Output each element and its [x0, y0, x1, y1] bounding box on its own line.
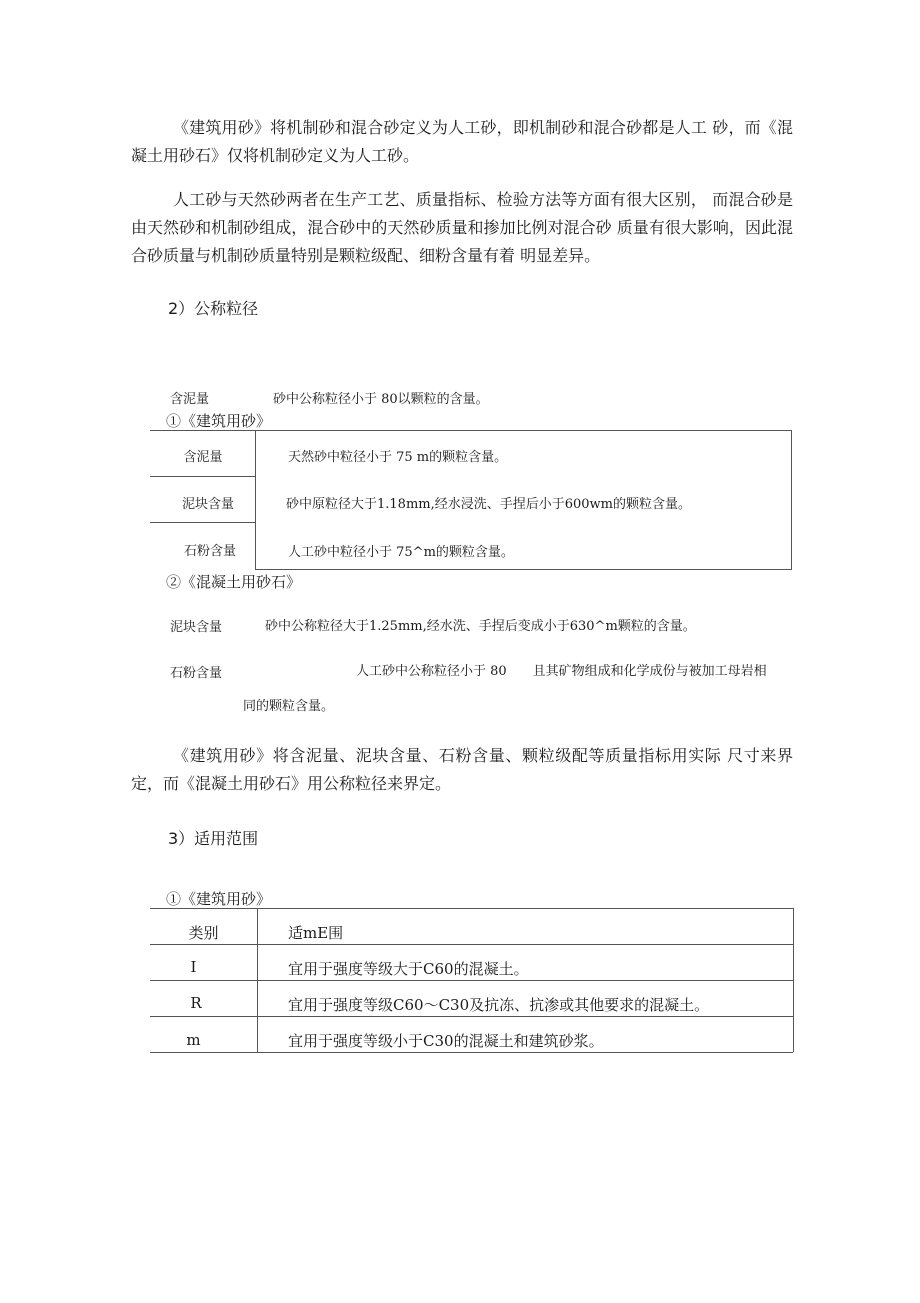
paragraph-2: 人工砂与天然砂两者在生产工艺、质量指标、检验方法等方面有很大区别， 而混合砂是由天然砂和机制砂组成，混合砂中的天然砂质量和掺加比例对混合砂 质量有很大影响，因此混合砂质量与机制砂质量特别是颗粒级配、细粉含量有着 明显差异。	[131, 190, 793, 265]
stone-powder-term: 石粉含量	[170, 666, 223, 681]
table-cell-term: 含泥量	[183, 450, 223, 465]
subsection-label-building-sand: ①《建筑用砂》	[166, 412, 272, 430]
table-cell-definition: 天然砂中粒径小于 75 m的颗粒含量。	[288, 450, 508, 465]
table-cell-category: R	[190, 994, 202, 1012]
table-cell-definition: 砂中原粒径大于1.18mm,经水浸洗、手捏后小于600wm的颗粒含量。	[286, 497, 691, 512]
table-cell-category: m	[186, 1031, 201, 1049]
table-cell-term: 石粉含量	[183, 544, 236, 559]
section-heading-scope: 3）适用范围	[168, 829, 259, 848]
section-heading-nominal-size: 2）公称粒径	[168, 299, 259, 318]
paragraph-1: 《建筑用砂》将机制砂和混合砂定义为人工砂，即机制砂和混合砂都是人工 砂，而《混凝土用砂石》仅将机制砂定义为人工砂。	[131, 118, 793, 165]
table-header-category: 类别	[188, 924, 219, 942]
table-cell-scope: 宜用于强度等级小于C30的混凝土和建筑砂浆。	[288, 1032, 604, 1050]
table-cell-scope: 宜用于强度等级C60～C30及抗冻、抗渗或其他要求的混凝土。	[288, 996, 710, 1014]
table-cell-scope: 宜用于强度等级大于C60的混凝土。	[288, 960, 529, 978]
table-cell-category: I	[190, 958, 197, 976]
table-cell-term: 泥块含量	[181, 497, 234, 512]
subsection-label-building-sand-scope: ①《建筑用砂》	[166, 890, 272, 908]
paragraph-3: 《建筑用砂》将含泥量、泥块含量、石粉含量、颗粒级配等质量指标用实际 尺寸来界定，而《混凝土用砂石》用公称粒径来界定。	[131, 746, 793, 793]
loose-term: 含泥量	[170, 392, 210, 407]
table-header-scope: 适mE围	[288, 924, 344, 942]
subsection-label-concrete-sand-stone: ②《混凝土用砂石》	[166, 573, 302, 591]
loose-definition: 砂中公称粒径小于 80以颗粒的含量。	[273, 392, 489, 407]
mud-block-term: 泥块含量	[170, 620, 223, 635]
table-cell-definition: 人工砂中粒径小于 75^m的颗粒含量。	[288, 545, 514, 560]
mud-block-definition: 砂中公称粒径大于1.25mm,经水洗、手捏后变成小于630^m颗粒的含量。	[265, 619, 696, 634]
stone-powder-definition-line2: 同的颗粒含量。	[243, 699, 335, 714]
stone-powder-definition-line1: 人工砂中公称粒径小于 80 且其矿物组成和化学成份与被加工母岩相	[356, 664, 767, 679]
